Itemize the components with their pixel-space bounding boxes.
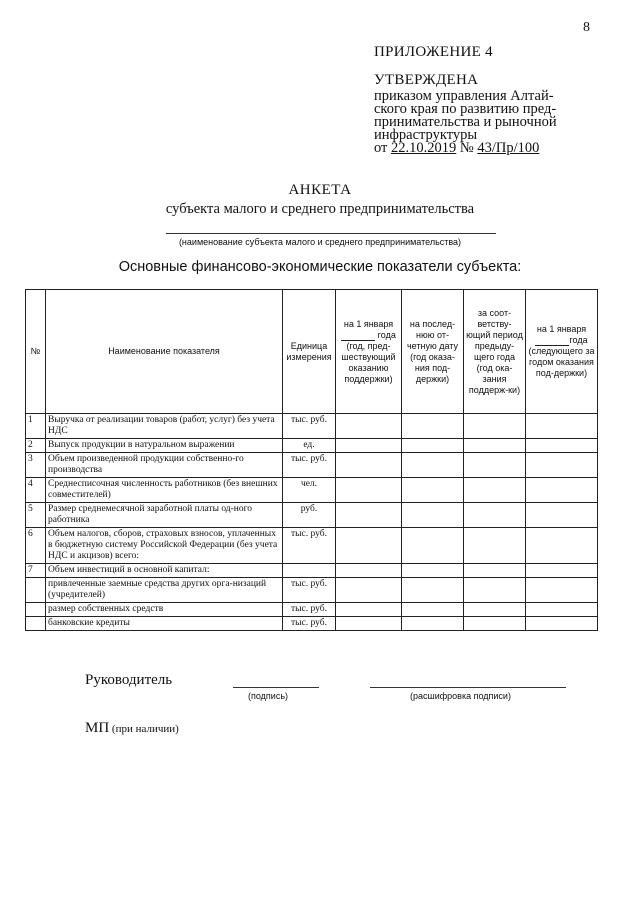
order-date: 22.10.2019	[391, 140, 457, 156]
table-row	[26, 528, 598, 564]
page-number: 8	[583, 20, 590, 35]
row-num: 6	[26, 528, 46, 564]
row-value-cell[interactable]	[336, 617, 402, 631]
row-num	[26, 603, 46, 617]
row-value-cell[interactable]	[526, 578, 598, 603]
row-value-cell[interactable]	[526, 528, 598, 564]
row-num	[26, 578, 46, 603]
row-value-cell[interactable]	[526, 414, 598, 439]
row-unit: ед.	[283, 439, 336, 453]
row-value-cell[interactable]	[336, 478, 402, 503]
row-value-cell[interactable]	[402, 439, 464, 453]
table-header-row	[26, 290, 598, 414]
row-value-cell[interactable]	[336, 564, 402, 578]
row-value-cell[interactable]	[402, 453, 464, 478]
row-unit: чел.	[283, 478, 336, 503]
year-blank	[535, 337, 569, 346]
row-value-cell[interactable]	[402, 578, 464, 603]
row-value-cell[interactable]	[526, 617, 598, 631]
approved-line: ского края по развитию пред-	[374, 101, 557, 117]
row-value-cell[interactable]	[526, 478, 598, 503]
row-value-cell[interactable]	[402, 528, 464, 564]
signature-decode-line[interactable]	[370, 687, 566, 688]
row-value-cell[interactable]	[526, 439, 598, 453]
leader-label: Руководитель	[85, 672, 173, 688]
table-body	[26, 414, 598, 631]
approved-line: инфраструктуры	[374, 127, 478, 143]
row-value-cell[interactable]	[402, 414, 464, 439]
row-unit: тыс. руб.	[283, 617, 336, 631]
table-row	[26, 453, 598, 478]
row-value-cell[interactable]	[402, 503, 464, 528]
table-row	[26, 503, 598, 528]
table-row	[26, 478, 598, 503]
row-value-cell[interactable]	[464, 453, 526, 478]
row-indicator-name: размер собственных средств	[46, 603, 283, 617]
stamp-label: МП (при наличии)	[85, 720, 179, 736]
row-indicator-name: Объем произведенной продукции собственно-го производства	[46, 453, 283, 478]
row-unit: тыс. руб.	[283, 414, 336, 439]
header-col1: на 1 января года (год, пред-шествующий оказанию поддержки)	[336, 290, 402, 414]
row-unit: руб.	[283, 503, 336, 528]
indicators-table	[25, 289, 598, 631]
order-number: 43/Пр/100	[477, 140, 540, 156]
row-num: 2	[26, 439, 46, 453]
row-value-cell[interactable]	[464, 478, 526, 503]
entity-name-line	[166, 233, 496, 234]
row-value-cell[interactable]	[526, 503, 598, 528]
row-value-cell[interactable]	[336, 503, 402, 528]
row-value-cell[interactable]	[464, 528, 526, 564]
header-col3: за соот-ветству-ющий период предыду-щего года (год ока-зания поддерж-ки)	[464, 290, 526, 414]
appendix-label: ПРИЛОЖЕНИЕ 4	[374, 44, 493, 60]
row-value-cell[interactable]	[526, 564, 598, 578]
approved-line: принимательства и рыночной	[374, 114, 557, 130]
row-num: 4	[26, 478, 46, 503]
row-indicator-name: Объем инвестиций в основной капитал:	[46, 564, 283, 578]
row-num: 1	[26, 414, 46, 439]
signature-caption: (подпись)	[248, 691, 289, 701]
row-value-cell[interactable]	[464, 414, 526, 439]
row-indicator-name: Объем налогов, сборов, страховых взносов, уплаченных в бюджетную систему Российской Федерации (без учета НДС и акцизов) всего:	[46, 528, 283, 564]
row-value-cell[interactable]	[464, 439, 526, 453]
row-indicator-name: привлеченные заемные средства других орга-низаций (учредителей)	[46, 578, 283, 603]
section-heading: Основные финансово-экономические показатели субъекта:	[118, 259, 522, 275]
header-name: Наименование показателя	[46, 290, 283, 414]
table-row	[26, 603, 598, 617]
row-value-cell[interactable]	[402, 564, 464, 578]
signature-line[interactable]	[233, 687, 319, 688]
entity-name-caption: (наименование субъекта малого и среднего предпринимательства)	[178, 237, 462, 247]
row-value-cell[interactable]	[402, 478, 464, 503]
approved-body	[374, 90, 584, 142]
header-col2: на послед-нюю от-четную дату (год оказа-ния под-держки)	[402, 290, 464, 414]
row-unit: тыс. руб.	[283, 528, 336, 564]
signature-decode-caption: (расшифровка подписи)	[410, 691, 511, 701]
header-unit: Единица измерения	[283, 290, 336, 414]
row-indicator-name: Размер среднемесячной заработной платы од-ного работника	[46, 503, 283, 528]
row-value-cell[interactable]	[336, 603, 402, 617]
row-indicator-name: банковские кредиты	[46, 617, 283, 631]
order-no-label: №	[456, 140, 478, 156]
row-num: 3	[26, 453, 46, 478]
row-value-cell[interactable]	[402, 603, 464, 617]
header-num: №	[26, 290, 46, 414]
row-value-cell[interactable]	[464, 503, 526, 528]
row-num: 5	[26, 503, 46, 528]
row-value-cell[interactable]	[336, 528, 402, 564]
year-blank	[341, 332, 375, 341]
row-value-cell[interactable]	[336, 578, 402, 603]
row-value-cell[interactable]	[336, 439, 402, 453]
row-value-cell[interactable]	[526, 453, 598, 478]
table-row	[26, 617, 598, 631]
row-unit	[283, 564, 336, 578]
order-prefix: от	[374, 140, 392, 156]
row-value-cell[interactable]	[464, 564, 526, 578]
table-row	[26, 439, 598, 453]
row-indicator-name: Выручка от реализации товаров (работ, услуг) без учета НДС	[46, 414, 283, 439]
table-row	[26, 578, 598, 603]
row-value-cell[interactable]	[402, 617, 464, 631]
header-col4: на 1 января года (следующего за годом оказания под-держки)	[526, 290, 598, 414]
document-subtitle: субъекта малого и среднего предпринимательства	[165, 201, 475, 217]
order-line	[374, 140, 539, 157]
approved-title: УТВЕРЖДЕНА	[374, 72, 479, 88]
row-indicator-name: Выпуск продукции в натуральном выражении	[46, 439, 283, 453]
row-unit: тыс. руб.	[283, 603, 336, 617]
row-value-cell[interactable]	[336, 414, 402, 439]
row-num: 7	[26, 564, 46, 578]
row-unit: тыс. руб.	[283, 578, 336, 603]
approved-line: приказом управления Алтай-	[374, 88, 554, 104]
table-row	[26, 414, 598, 439]
row-indicator-name: Среднесписочная численность работников (без внешних совместителей)	[46, 478, 283, 503]
row-unit: тыс. руб.	[283, 453, 336, 478]
row-value-cell[interactable]	[464, 603, 526, 617]
row-value-cell[interactable]	[336, 453, 402, 478]
document-title: АНКЕТА	[288, 182, 352, 198]
row-value-cell[interactable]	[464, 617, 526, 631]
row-num	[26, 617, 46, 631]
row-value-cell[interactable]	[526, 603, 598, 617]
table-row	[26, 564, 598, 578]
row-value-cell[interactable]	[464, 578, 526, 603]
